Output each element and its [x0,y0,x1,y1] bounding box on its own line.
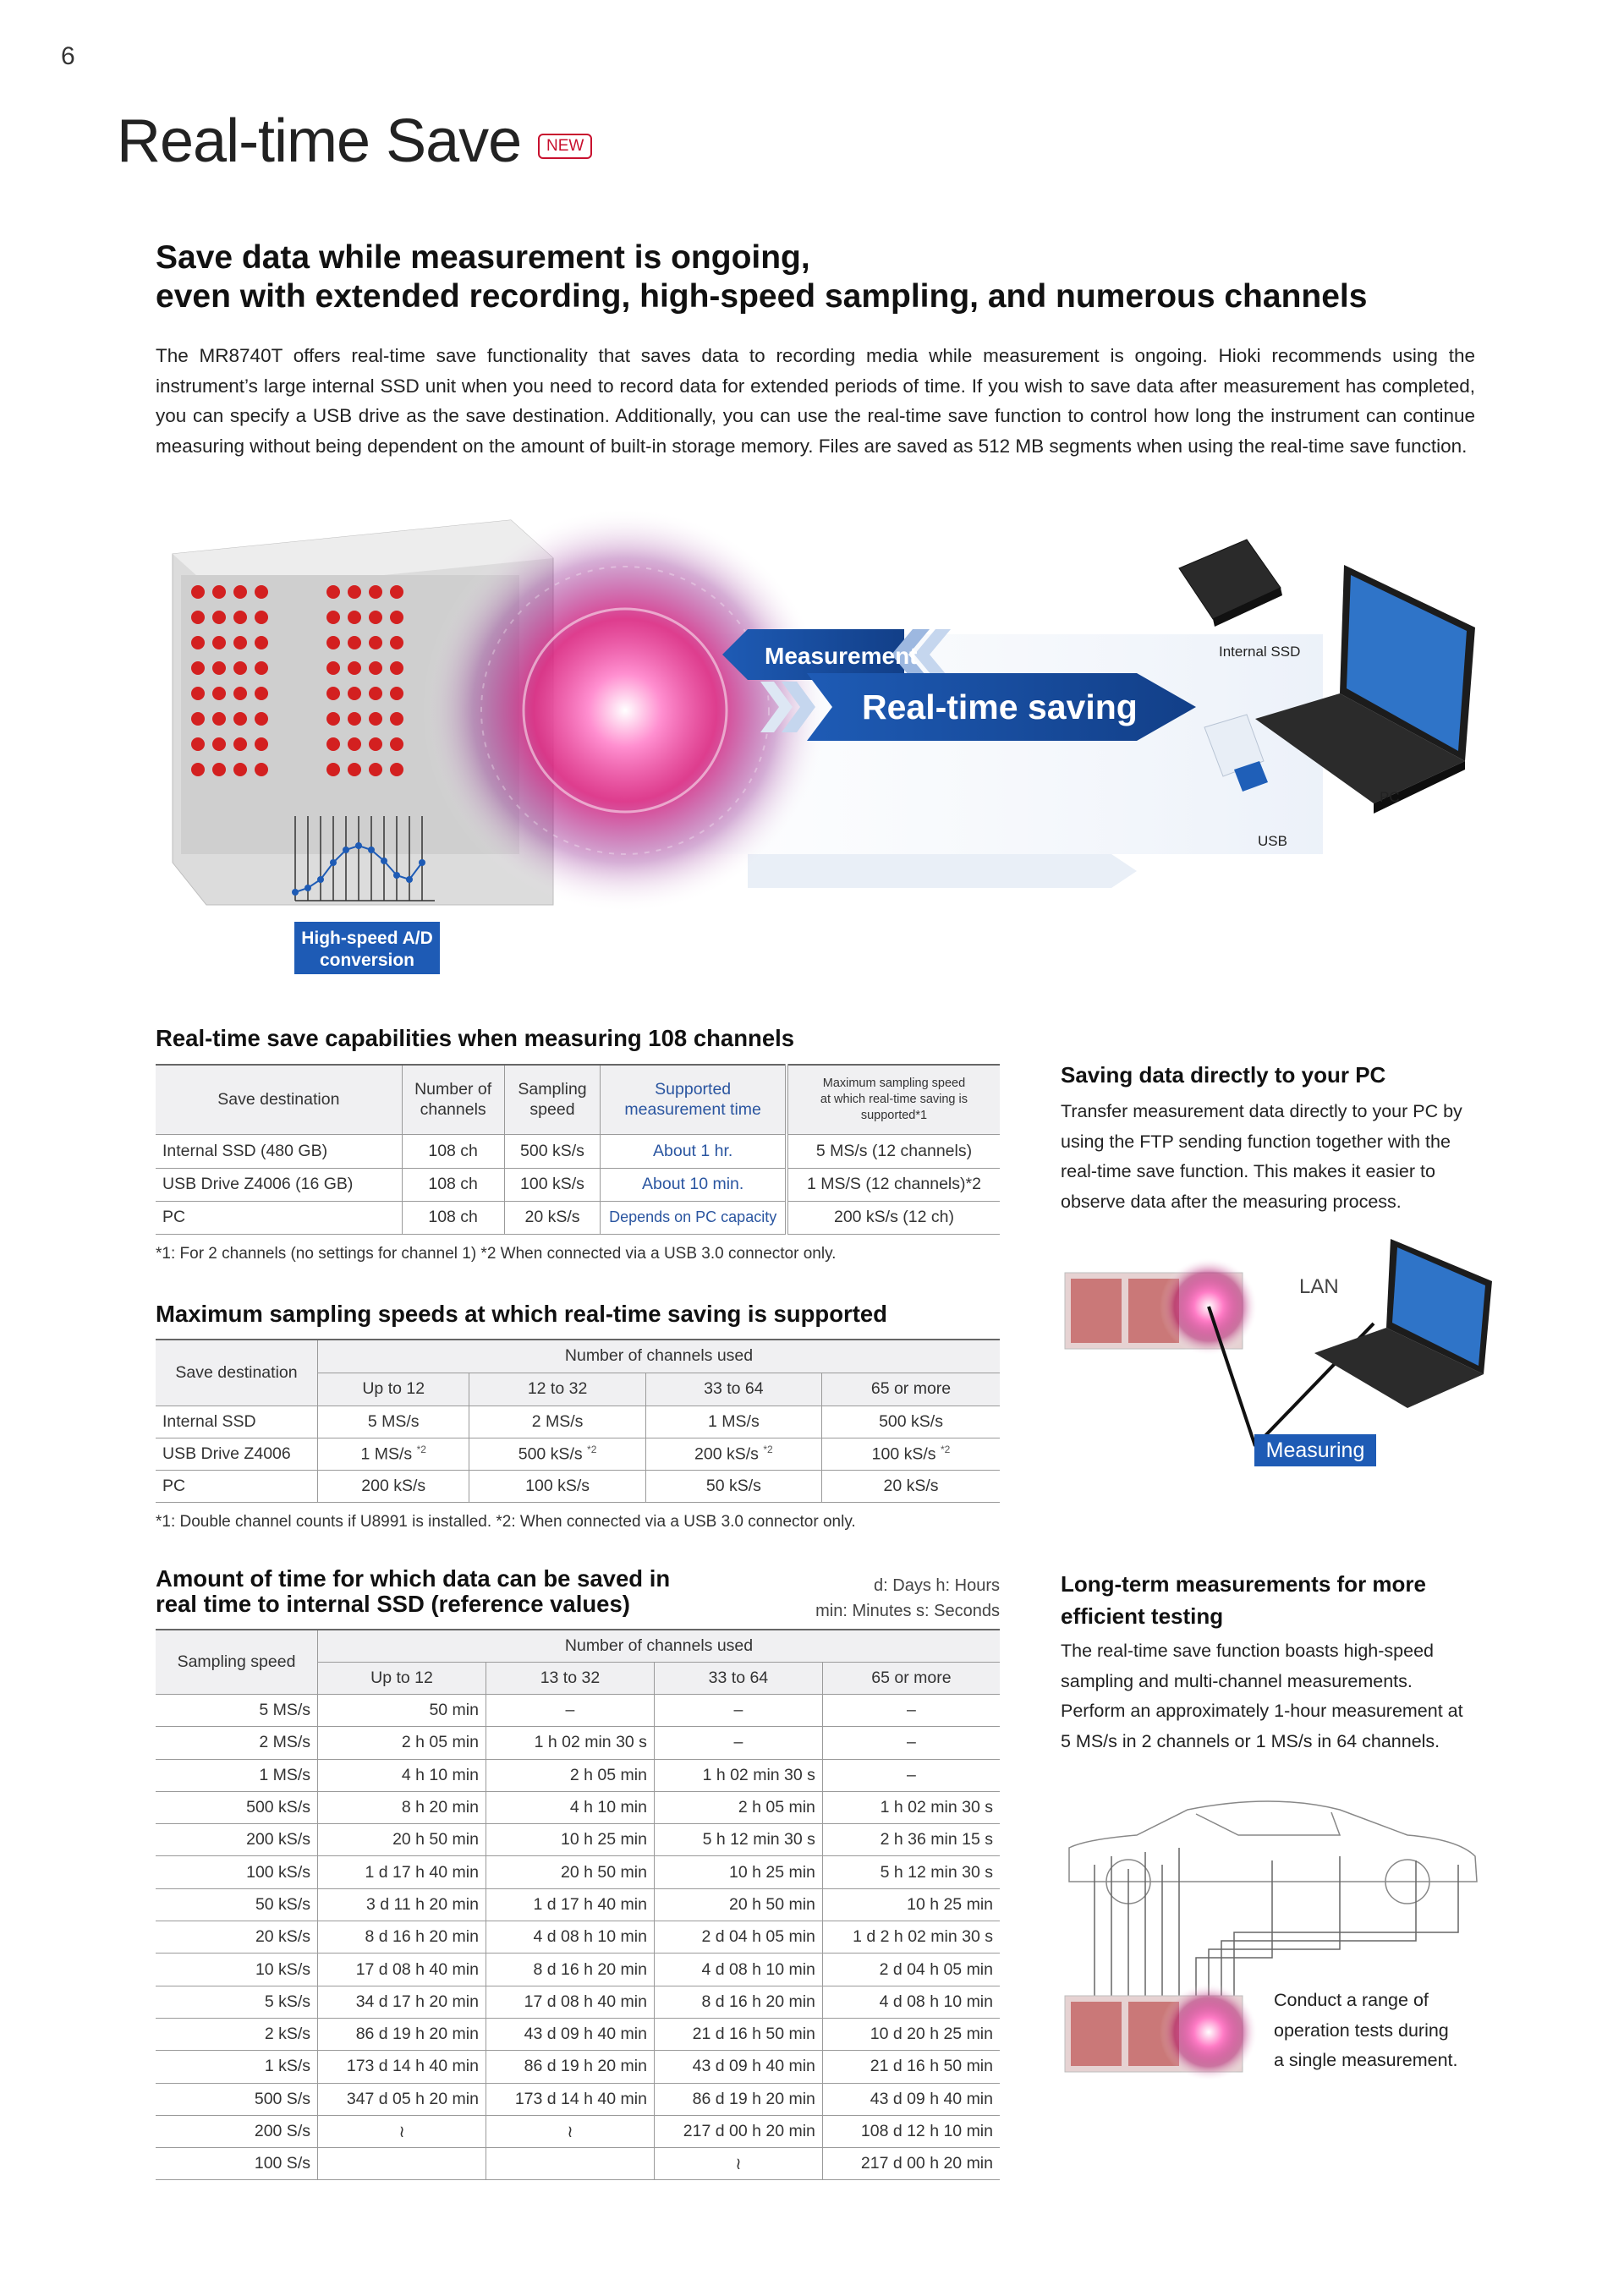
mini-glow-2 [1160,1983,1258,2081]
measurement-label: Measurement [765,643,918,669]
table3-speed-cell: 100 kS/s [156,1856,318,1888]
table3-cell: 8 d 16 h 20 min [318,1921,486,1954]
table3-cell: – [822,1727,1000,1759]
table3-cell: 2 d 04 h 05 min [822,1954,1000,1986]
headline [156,238,1475,316]
table3-cell: 21 d 16 h 50 min [822,2051,1000,2083]
table1-header-channels: Number of channels [402,1065,504,1134]
table3-cell: 3 d 11 h 20 min [318,1888,486,1921]
table-row [156,1438,1000,1470]
table3-speed-cell: 5 MS/s [156,1695,318,1727]
measurement-arrow [722,629,951,680]
new-badge: NEW [538,134,592,159]
pc-lan-diagram [1061,1235,1501,1471]
table-row [156,1791,1000,1823]
table3-speed-cell: 50 kS/s [156,1888,318,1921]
table2-cell: 2 MS/s [469,1406,645,1438]
side2-caption-line-1: Conduct a range of [1274,1990,1429,2010]
table3-speed-cell: 100 S/s [156,2148,318,2180]
table2-cell: 200 kS/s $^{*2}$ [645,1438,821,1470]
table2-cell: 1 MS/s $^{*2}$ [318,1438,469,1470]
table1-header-time: Supported measurement time [601,1065,787,1134]
table3-cell: 4 d 08 h 10 min [486,1921,654,1954]
table3-speed-cell: 10 kS/s [156,1954,318,1986]
ssd-icon [1179,540,1282,627]
table-row [156,1168,1000,1201]
table-row [156,1695,1000,1727]
table1-cell: About 10 min. [601,1168,787,1201]
table3-cell: 4 d 08 h 10 min [822,1986,1000,2018]
table2-cell: 100 kS/s [469,1470,645,1502]
table-row [156,2148,1000,2180]
intro-paragraph: The MR8740T offers real-time save functionality that saves data to recording media while measurement is ongoing. Hioki recommends using the instrument’s large internal SSD unit when you need to record data for extended periods of time. If you wish to save data after measurement has completed, you can specify a USB drive as the save destination. Additionally, you can use the real-time save function to control how long the instrument can continue measuring without being dependent on the amount of built-in storage memory. Files are saved as 512 MB segments when using the real-time save function. [156,345,1475,457]
headline-line-2: even with extended recording, high-speed sampling, and numerous channels [156,278,1368,315]
table1-cell: 500 kS/s [504,1134,601,1168]
table3-cell: 34 d 17 h 20 min [318,1986,486,2018]
table3-cell: 4 h 10 min [318,1759,486,1791]
table2-cell: 200 kS/s [318,1470,469,1502]
table3-cell: 2 d 04 h 05 min [654,1921,822,1954]
table3-legend-line-1: d: Days h: Hours [874,1576,1000,1595]
table3-cell [318,2148,486,2180]
table3-cell: – [654,1695,822,1727]
table1-cell: 200 kS/s (12 ch) [787,1201,1000,1234]
table1-cell: 108 ch [402,1134,504,1168]
table-row [156,1759,1000,1791]
table2-container [156,1339,1000,1532]
table3-unit-legend [744,1573,1000,1624]
table-row [156,1986,1000,2018]
realtime-saving-label: Real-time saving [862,688,1138,726]
table1-cell: Depends on PC capacity [601,1201,787,1234]
table3-cell: 4 d 08 h 10 min [654,1954,822,1986]
table3-cell: 50 min [318,1695,486,1727]
table3-speed-cell: 500 kS/s [156,1791,318,1823]
measuring-label: Measuring [1265,1438,1365,1462]
table3-cell: – [822,1759,1000,1791]
table-row [156,2083,1000,2115]
table1-cell: 108 ch [402,1168,504,1201]
table3-cell: 17 d 08 h 40 min [486,1986,654,2018]
table3-speed-cell: 20 kS/s [156,1921,318,1954]
table3-cell: 20 h 50 min [318,1824,486,1856]
table-row [156,1856,1000,1888]
pc-laptop-icon [1314,1239,1492,1408]
side1-title: Saving data directly to your PC [1061,1062,1386,1088]
table3-cell: 217 d 00 h 20 min [822,2148,1000,2180]
table1-title: Real-time save capabilities when measuring 108 channels [156,1025,795,1051]
hero-svg [156,507,1475,981]
headline-line-1: Save data while measurement is ongoing, [156,239,810,276]
table3-speed-cell: 2 MS/s [156,1727,318,1759]
table3-cell: ≀ [318,2115,486,2147]
table-row [156,1201,1000,1234]
table3-col-header: 33 to 64 [654,1663,822,1695]
table1-header-max: Maximum sampling speed at which real-time saving is supported*1 [787,1065,1000,1134]
table3-speed-cell: 2 kS/s [156,2018,318,2050]
table3-cell: 1 h 02 min 30 s [822,1791,1000,1823]
side2-body: The real-time save function boasts high-speed sampling and multi-channel measurements. Perform an approximately 1-hour measurement at 5 MS/s in 2 channels or 1 MS/s in 64 channels. [1061,1641,1463,1751]
table2 [156,1339,1000,1503]
table2-cell: 500 kS/s [822,1406,1000,1438]
table3-speed-cell: 200 kS/s [156,1824,318,1856]
table3-cell: – [654,1727,822,1759]
table3-cell: 1 d 17 h 40 min [486,1888,654,1921]
table3-title-line-1: Amount of time for which data can be saved in [156,1565,671,1592]
table3-cell: 86 d 19 h 20 min [654,2083,822,2115]
table3-col-header: 65 or more [822,1663,1000,1695]
table-row [156,2115,1000,2147]
adc-label-line-1: High-speed A/D [301,929,433,948]
side2-caption [1274,1986,1477,2076]
side2-title-line-2: efficient testing [1061,1603,1224,1629]
table1-cell: PC [156,1201,402,1234]
table3-legend-line-2: min: Minutes s: Seconds [815,1602,1000,1620]
table3-cell [486,2148,654,2180]
table1-cell: About 1 hr. [601,1134,787,1168]
table3-cell: 1 h 02 min 30 s [486,1727,654,1759]
table3-cell: 2 h 05 min [318,1727,486,1759]
glow-burst [422,507,828,913]
table1-cell: 100 kS/s [504,1168,601,1201]
table3-cell: 86 d 19 h 20 min [486,2051,654,2083]
table3-cell: 2 h 05 min [654,1791,822,1823]
internal-ssd-label: Internal SSD [1219,644,1301,660]
table2-cell: 1 MS/s [645,1406,821,1438]
table2-col-header: Up to 12 [318,1373,469,1406]
table1-cell: Internal SSD (480 GB) [156,1134,402,1168]
table3-cell: 10 h 25 min [486,1824,654,1856]
table3-container [156,1629,1000,2180]
table3-cell: 347 d 05 h 20 min [318,2083,486,2115]
table-row [156,1470,1000,1502]
table3-col-header: 13 to 32 [486,1663,654,1695]
table3-header-group: Number of channels used [318,1630,1001,1663]
table1-header-dest: Save destination [156,1065,402,1134]
table2-cell: 5 MS/s [318,1406,469,1438]
table3-cell: 5 h 12 min 30 s [822,1856,1000,1888]
table3-cell: ≀ [486,2115,654,2147]
page-title: Real-time Save [117,107,522,175]
table3-title-line-2: real time to internal SSD (reference values) [156,1591,630,1617]
table-row [156,1824,1000,1856]
side2-title-line-1: Long-term measurements for more [1061,1571,1426,1597]
table1-note: *1: For 2 channels (no settings for channel 1) *2 When connected via a USB 3.0 connector only. [156,1244,837,1263]
lan-label: LAN [1299,1275,1339,1298]
table3-cell: 43 d 09 h 40 min [654,2051,822,2083]
table3-header-speed: Sampling speed [156,1630,318,1695]
side1-body: Transfer measurement data directly to your PC by using the FTP sending function together with the real-time save function. This makes it easier to observe data after the measuring process. [1061,1101,1462,1212]
table2-cell: 50 kS/s [645,1470,821,1502]
table2-header-group: Number of channels used [318,1340,1001,1373]
table3-cell: 2 h 36 min 15 s [822,1824,1000,1856]
side2-caption-line-3: a single measurement. [1274,2050,1458,2070]
side1-illustration [1061,1235,1501,1471]
table3-cell: ≀ [654,2148,822,2180]
table-row [156,1954,1000,1986]
table3-cell: 21 d 16 h 50 min [654,2018,822,2050]
table2-cell: 500 kS/s $^{*2}$ [469,1438,645,1470]
table2-title: Maximum sampling speeds at which real-time saving is supported [156,1301,887,1327]
table1-cell: 1 MS/S (12 channels)*2 [787,1168,1000,1201]
table3-cell: 20 h 50 min [486,1856,654,1888]
table3-cell: 17 d 08 h 40 min [318,1954,486,1986]
table-row [156,2018,1000,2050]
table3-speed-cell: 1 MS/s [156,1759,318,1791]
adc-label-line-2: conversion [319,951,415,970]
table3-cell: – [822,1695,1000,1727]
table3-cell: 108 d 12 h 10 min [822,2115,1000,2147]
table3-cell: 1 d 17 h 40 min [318,1856,486,1888]
table3-cell: 8 h 20 min [318,1791,486,1823]
table1-header-speed: Sampling speed [504,1065,601,1134]
page-number: 6 [61,42,75,70]
usb-label: USB [1258,833,1287,849]
table-row [156,1888,1000,1921]
table3-cell: 5 h 12 min 30 s [654,1824,822,1856]
table3 [156,1629,1000,2180]
table3-speed-cell: 5 kS/s [156,1986,318,2018]
table1-cell: 5 MS/s (12 channels) [787,1134,1000,1168]
table3-cell: – [486,1695,654,1727]
table3-title [156,1566,670,1617]
table-row [156,1727,1000,1759]
table3-cell: 10 h 25 min [654,1856,822,1888]
table2-header-dest: Save destination [156,1340,318,1406]
table-row [156,2051,1000,2083]
table2-cell: 20 kS/s [822,1470,1000,1502]
table3-cell: 43 d 09 h 40 min [822,2083,1000,2115]
table-row [156,1134,1000,1168]
table3-cell: 1 h 02 min 30 s [654,1759,822,1791]
table3-cell: 4 h 10 min [486,1791,654,1823]
table3-cell: 173 d 14 h 40 min [318,2051,486,2083]
pc-label: PC [1380,789,1400,805]
table2-col-header: 33 to 64 [645,1373,821,1406]
table2-cell: Internal SSD [156,1406,318,1438]
table2-cell: USB Drive Z4006 [156,1438,318,1470]
table1-cell: USB Drive Z4006 (16 GB) [156,1168,402,1201]
sensor-wires [1095,1848,1458,1996]
table3-cell: 10 h 25 min [822,1888,1000,1921]
table3-speed-cell: 1 kS/s [156,2051,318,2083]
side2-caption-line-2: operation tests during [1274,2019,1449,2041]
table3-speed-cell: 200 S/s [156,2115,318,2147]
table2-col-header: 65 or more [822,1373,1000,1406]
table2-col-header: 12 to 32 [469,1373,645,1406]
table1-container [156,1064,1000,1263]
side2-title [1061,1568,1426,1632]
table3-cell: 10 d 20 h 25 min [822,2018,1000,2050]
table2-cell: 100 kS/s $^{*2}$ [822,1438,1000,1470]
table3-cell: 2 h 05 min [486,1759,654,1791]
table2-cell: PC [156,1470,318,1502]
table3-cell: 43 d 09 h 40 min [486,2018,654,2050]
table3-cell: 1 d 2 h 02 min 30 s [822,1921,1000,1954]
table3-cell: 86 d 19 h 20 min [318,2018,486,2050]
table-row [156,1406,1000,1438]
table-row [156,1921,1000,1954]
table3-cell: 8 d 16 h 20 min [486,1954,654,1986]
table1 [156,1064,1000,1235]
table3-cell: 8 d 16 h 20 min [654,1986,822,2018]
table2-note: *1: Double channel counts if U8991 is installed. *2: When connected via a USB 3.0 connector only. [156,1512,856,1531]
table3-speed-cell: 500 S/s [156,2083,318,2115]
hero-illustration [156,507,1475,981]
table3-cell: 173 d 14 h 40 min [486,2083,654,2115]
table1-cell: 20 kS/s [504,1201,601,1234]
table1-cell: 108 ch [402,1201,504,1234]
table3-col-header: Up to 12 [318,1663,486,1695]
faded-arrow [748,854,1137,888]
table3-cell: 217 d 00 h 20 min [654,2115,822,2147]
table3-cell: 20 h 50 min [654,1888,822,1921]
